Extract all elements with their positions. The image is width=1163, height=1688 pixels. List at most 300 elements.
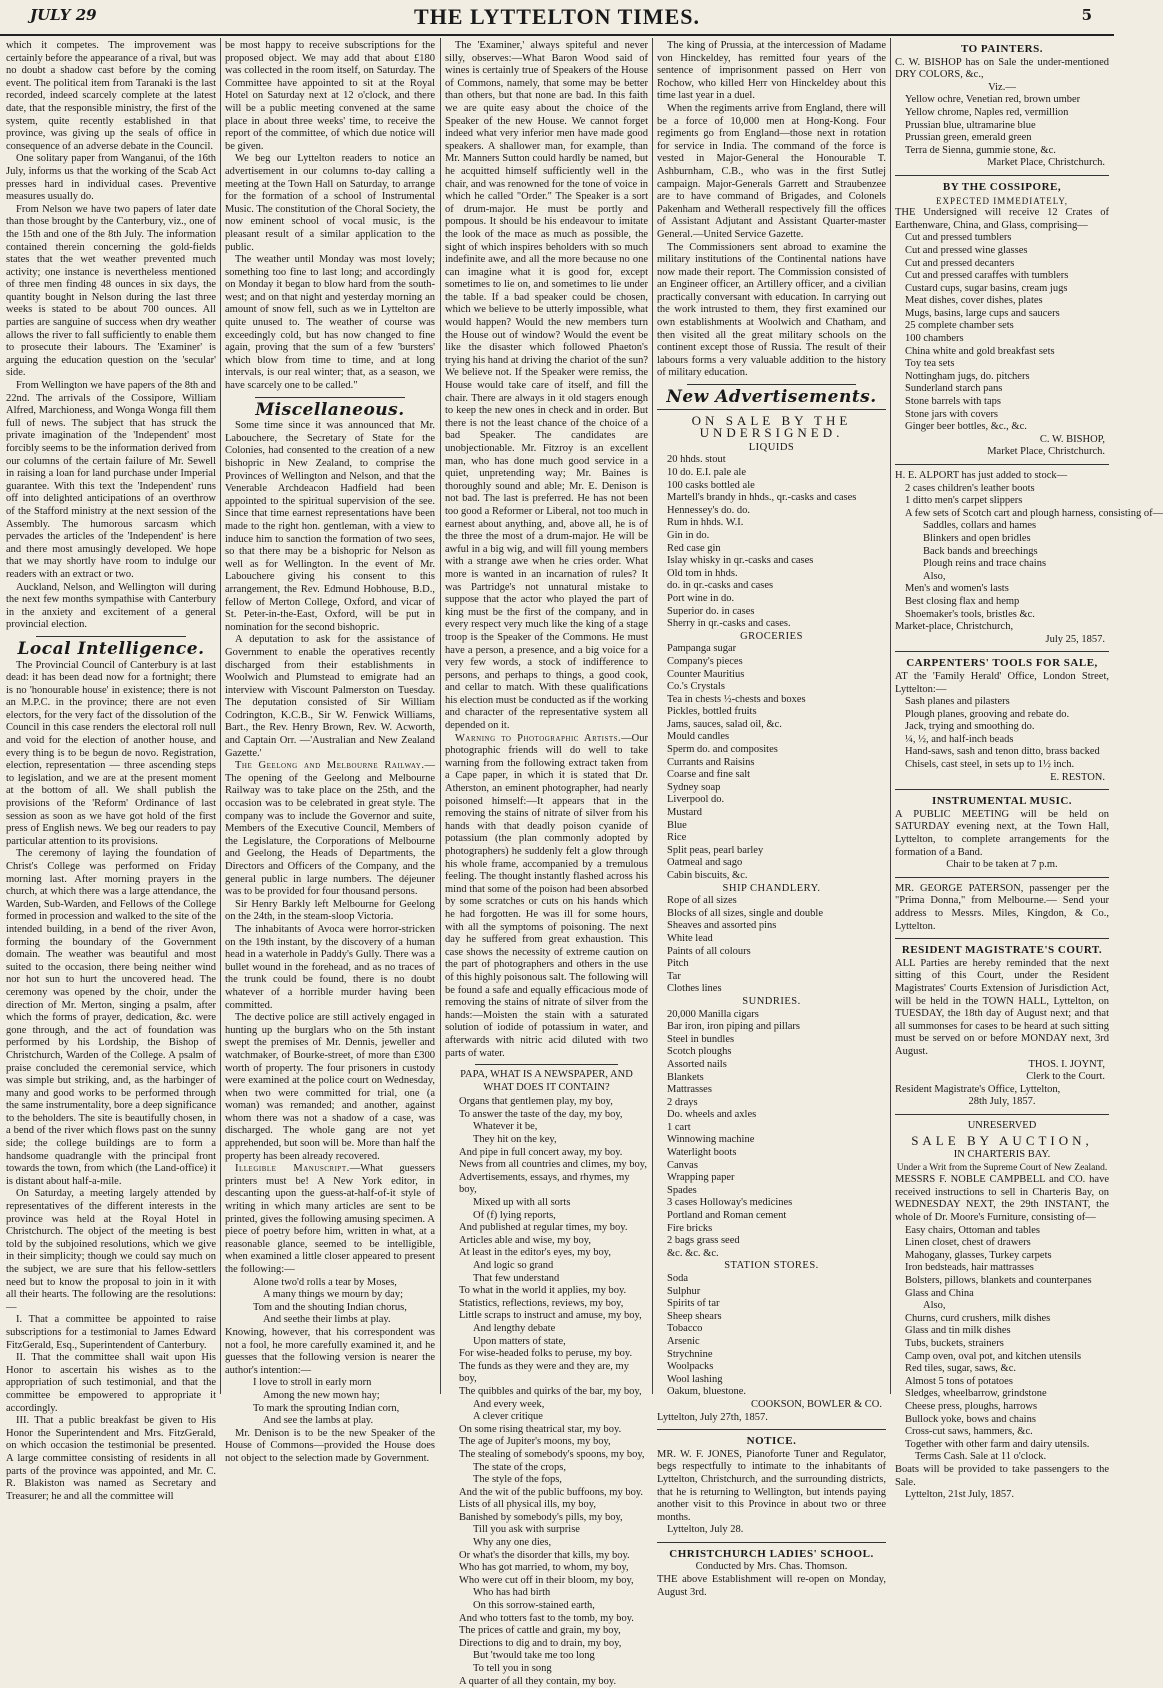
list-item: Wrapping paper [667, 1172, 735, 1184]
verse-line: News from all countries and climes, my boy, [459, 1159, 647, 1171]
verse-line: A many things we mourn by day; [263, 1289, 403, 1301]
list-item: Rum in hhds. W.I. [667, 517, 744, 529]
ad-date: Lyttelton, July 28. [667, 1524, 744, 1536]
list-item: Linen closet, chest of drawers [905, 1237, 1031, 1249]
verse-line: To mark the sprouting Indian corn, [253, 1402, 400, 1414]
verse-line: Banished by somebody's pills, my boy, [459, 1511, 623, 1523]
article-paragraph: From Wellington we have papers of the 8th and 22nd. The arrivals of the Cossipore, William Alfred, Marchioness, and Wonga Wonga fill them full of news. The subject that has struck the private imagination of the 'Independent' most forcibly seems to be the information derived from our columns of the certain failure of Mr. Sewell in raising a loan for land purchase under Imperial guarantee. With this text the 'Independent' runs off into delighted anticipations of an overthrow of the Stafford ministry at the next session of the Assembly. The humorous sarcasm which pervades the articles of the 'Independent' is here and there most amusingly developed. We hope that we may shortly have room to indulge our readers with an extract or two. [6, 380, 216, 580]
ad-text: AT the 'Family Herald' Office, London Street, Lyttelton:— [895, 670, 1109, 695]
list-item: Do. wheels and axles [667, 1109, 757, 1121]
list-item: Toy tea sets [905, 358, 955, 370]
divider [895, 651, 1109, 652]
list-item: Saddles, collars and hames [923, 520, 1037, 532]
list-item: Red tiles, sugar, saws, &c. [905, 1363, 1016, 1375]
list-item: Mustard [667, 807, 702, 819]
article-paragraph: We beg our Lyttelton readers to notice an advertisement in our columns to-day calling a meeting at the Town Hall on Saturday, to arrange for the formation of a school of Instrumental Music. The constitution of the Choral Society, the now eminent school of vocal music, is the pleasant result of a similar application to the public. [225, 153, 435, 253]
divider [657, 1542, 886, 1543]
list-item: 100 chambers [905, 333, 964, 345]
list-item: Co.'s Crystals [667, 681, 725, 693]
divider [36, 636, 186, 637]
item-list [657, 895, 886, 996]
list-item: Currants and Raisins [667, 756, 755, 768]
list-item: 2 drays [667, 1096, 698, 1108]
list-item: Cross-cut saws, hammers, &c. [905, 1426, 1033, 1438]
verse-line: Who were cut off in their bloom, my boy, [459, 1574, 634, 1586]
ad-heading: INSTRUMENTAL MUSIC. [931, 795, 1073, 808]
list-item: Paints of all colours [667, 945, 751, 957]
list-item: Tobacco [667, 1323, 703, 1335]
list-item: 1 cart [667, 1121, 691, 1133]
ad-preheading: UNRESERVED [967, 1119, 1037, 1131]
verse-line: They hit on the key, [473, 1134, 557, 1146]
divider [895, 877, 1109, 878]
list-item: Custard cups, sugar basins, cream jugs [905, 282, 1068, 294]
item-list [895, 482, 1163, 622]
list-item: Together with other farm and dairy utensils. [905, 1438, 1090, 1450]
verse-line: Directions to dig and to drain, my boy, [459, 1637, 622, 1649]
list-item: Bolsters, pillows, blankets and counterpanes [905, 1275, 1092, 1287]
list-item: Tea in chests ½-chests and boxes [667, 693, 806, 705]
verse-line: And pipe in full concert away, my boy. [459, 1146, 623, 1158]
ad-text: THE above Establishment will re-open on Monday, August 3rd. [657, 1574, 886, 1598]
divider [255, 397, 405, 398]
verse-line: On this sorrow-stained earth, [473, 1600, 595, 1612]
verse-block [445, 1096, 648, 1688]
list-item: Nottingham jugs, do. pitchers [905, 370, 1030, 382]
list-item: Churns, curd crushers, milk dishes [905, 1312, 1051, 1324]
ad-signature: Market Place, Christchurch. [987, 157, 1105, 169]
verse-line: The state of the crops, [473, 1461, 567, 1473]
list-item: Easy chairs, Ottoman and tables [905, 1224, 1041, 1236]
list-item: Rope of all sizes [667, 895, 737, 907]
verse-line: Lists of all physical ills, my boy, [459, 1499, 596, 1511]
verse-line: Organs that gentlemen play, my boy, [459, 1096, 613, 1108]
verse-line: The prices of cattle and grain, my boy, [459, 1625, 621, 1637]
ad-text: C. W. BISHOP has on Sale the under-mentioned DRY COLORS, &c., [895, 56, 1109, 81]
article-text: —The opening of the Geelong and Melbourne Railway was to take place on the 25th, and the occasion was to be celebrated in great style. The company was to include the Governor and suite, Members of the Executive Council, Members of the Legislature, the Corporations of Melbourne and Geelong, the Heads of Departments, the Directors and Officers of the Company, and the general public in large numbers. The déjeuner was to be provided for four thousand persons. [225, 760, 435, 898]
list-item: Mould candles [667, 731, 730, 743]
verse-line: Till you ask with surprise [473, 1524, 580, 1536]
ad-subheading: EXPECTED IMMEDIATELY, [936, 195, 1068, 206]
list-item: Wool lashing [667, 1373, 723, 1385]
list-item: China white and gold breakfast sets [905, 345, 1055, 357]
list-item: Cheese press, ploughs, harrows [905, 1400, 1038, 1412]
list-item: do. in qr.-casks and cases [667, 580, 774, 592]
ad-text: MR. GEORGE PATERSON, passenger per the "Prima Donna," from Melbourne.— Send your address to Messrs. Miles, Kingdon, & Co., Lyttelton. [895, 882, 1109, 932]
list-item: Sydney soap [667, 781, 721, 793]
list-item: Hand-saws, sash and tenon ditto, brass backed [905, 746, 1100, 758]
list-item: Waterlight boots [667, 1147, 737, 1159]
list-item: Camp oven, oval pot, and kitchen utensils [905, 1350, 1082, 1362]
category-heading: SUNDRIES. [742, 995, 801, 1007]
list-item: &c. &c. &c. [667, 1247, 719, 1259]
ad-heading: BY THE COSSIPORE, [942, 180, 1062, 193]
article-paragraph [445, 733, 648, 1060]
verse-line: I love to stroll in early morn [253, 1377, 372, 1389]
ad-date: Lyttelton, 21st July, 1857. [905, 1489, 1014, 1501]
article-paragraph: Sir Henry Barkly left Melbourne for Geelong on the 24th, in the steam-sloop Victoria. [225, 898, 435, 923]
verse-line: The stealing of somebody's spoons, my boy, [459, 1448, 645, 1460]
section-heading: New Advertisements. [666, 387, 877, 408]
list-item: Pampanga sugar [667, 643, 737, 655]
list-item: Glass and tin milk dishes [905, 1325, 1011, 1337]
verse-line: To what in the world it applies, my boy. [459, 1285, 627, 1297]
verse-line: Why any one dies, [473, 1537, 552, 1549]
article-paragraph: A deputation to ask for the assistance of Government to enable the operatives recently discharged from their establishments in Woolwich and Plumstead to emigrate had an interview with Viscount Palmerston on Tuesday. The deputation consisted of Sir William Codrington, K.C.B., Sir W. Fenwick Williams, Bart., the Rev. Henry Brown, Rev. W. Acworth, and Captain Orr. —'Australian and New Zealand Gazette.' [225, 634, 435, 759]
list-item: Islay whisky in qr.-casks and cases [667, 555, 814, 567]
verse-line: The style of the fops, [473, 1474, 562, 1486]
column-1 [6, 40, 216, 1502]
verse-line: Upon matters of state, [473, 1335, 566, 1347]
column-5 [895, 40, 1163, 1501]
list-item: Mattrasses [667, 1084, 712, 1096]
ad-text: Boats will be provided to take passengers to the Sale. [895, 1463, 1109, 1488]
ad-text: Chair to be taken at 7 p.m. [946, 859, 1058, 871]
column-rule [440, 38, 441, 1394]
list-item: 20 hhds. stout [667, 454, 726, 466]
article-paragraph: be most happy to receive subscriptions for the proposed object. We may add that about £180 was collected in the room itself, on Saturday. The Committee have appointed to sit at the Royal Hotel on Saturday next at 12 o'clock, and there will be a public meeting convened at the same place in about three weeks' time, to receive the report of the committee, of which due notice will be given. [225, 40, 435, 152]
verse-line: Articles able and wise, my boy, [459, 1234, 591, 1246]
list-item: Cut and pressed caraffes with tumblers [905, 270, 1069, 282]
ad-signature-title: Clerk to the Court. [1026, 1071, 1105, 1083]
article-paragraph: Knowing, however, that his correspondent was not a fool, he more carefully examined it, and he guesses that the following version is nearer the author's intention:— [225, 1326, 435, 1376]
article-paragraph: On Saturday, a meeting largely attended by representatives of the different interests in the province was held at the Royal Hotel in Christchurch. The object of the meeting is best told by the subjoined resolutions, which we give in their simplicity; though we could say much on the subject, we are sure that his fellow-settlers need but to know the proposal to join in it with all their hearts. The following are the resolutions:— [6, 1188, 216, 1313]
run-in-heading: The Geelong and Melbourne Railway. [235, 760, 425, 772]
list-item: Rice [667, 832, 687, 844]
verse-line: Of (f) lying reports, [473, 1209, 556, 1221]
verse-line: Among the new mown hay; [263, 1389, 380, 1401]
list-item: Prussian blue, ultramarine blue [905, 119, 1036, 131]
list-item: Stone barrels with taps [905, 396, 1001, 408]
list-item: 25 complete chamber sets [905, 320, 1014, 332]
list-item: Sherry in qr.-casks and cases. [667, 618, 791, 630]
verse-line: To answer the taste of the day, my boy, [459, 1108, 623, 1120]
verse-line: Little scraps to instruct and amuse, my boy, [459, 1310, 642, 1322]
ad-signature: COOKSON, BOWLER & CO. [751, 1398, 882, 1410]
list-item: Spirits of tar [667, 1298, 720, 1310]
list-item: Plough reins and trace chains [923, 558, 1047, 570]
category-heading: LIQUIDS [748, 441, 795, 453]
divider [895, 464, 1109, 465]
verse-line: The quibbles and quirks of the bar, my boy, [459, 1385, 642, 1397]
list-item: Pickles, bottled fruits [667, 706, 757, 718]
verse-line: To tell you in song [473, 1663, 552, 1674]
list-item: Plough planes, grooving and rebate do. [905, 708, 1070, 720]
list-item: Also, [923, 1300, 946, 1312]
item-list [895, 94, 1109, 157]
verse-block [225, 1277, 435, 1327]
verse-block [225, 1377, 435, 1427]
list-item: Glass and China [905, 1287, 974, 1299]
list-item: Jams, sauces, salad oil, &c. [667, 718, 782, 730]
article-text: —What guessers printers must be! A New York editor, in descanting upon the guess-at-half-of-it style of writing in which many articles are sent to be printed, gives the following amusing specimen. A piece of poetry before him, written in what, at a reasonable glance, seemed to be intelligible, when examined a little closer appeared to present the following:— [225, 1163, 435, 1275]
list-item: Sledges, wheelbarrow, grindstone [905, 1388, 1047, 1400]
list-item: Scotch ploughs [667, 1046, 732, 1058]
list-item: A few sets of Scotch cart and plough harness, consisting of— [905, 507, 1163, 519]
column-2 [225, 40, 435, 1464]
list-item: 10 do. E.I. pale ale [667, 467, 747, 478]
article-paragraph: Mr. Denison is to be the new Speaker of the House of Commons—provided the House does not object to the selection made by Government. [225, 1427, 435, 1464]
ad-heading: RESIDENT MAGISTRATE'S COURT. [901, 944, 1103, 957]
item-list [657, 643, 886, 882]
verse-line: For wise-headed folks to peruse, my boy. [459, 1348, 633, 1360]
list-item: Almost 5 tons of potatoes [905, 1375, 1013, 1387]
issue-date: JULY 29 [30, 6, 97, 24]
list-item: Coarse and fine salt [667, 769, 751, 781]
list-item: Blinkers and open bridles [923, 532, 1031, 544]
list-item: Arsenic [667, 1335, 700, 1347]
verse-line: Who has had birth [473, 1587, 551, 1599]
run-in-heading: Warning to Photographic Artists. [455, 732, 622, 744]
poem-title: PAPA, WHAT IS A NEWSPAPER, AND WHAT DOES IT CONTAIN? [460, 1069, 633, 1093]
verse-line: That few understand [473, 1272, 560, 1284]
list-item: Counter Mauritius [667, 668, 745, 680]
list-item: Terra de Sienna, gummie stone, &c. [905, 144, 1056, 156]
ad-signature: E. RESTON. [1050, 771, 1105, 783]
list-item: 2 cases children's leather boots [905, 482, 1035, 494]
list-item: Sulphur [667, 1285, 701, 1297]
column-rule [890, 38, 891, 1394]
verse-line: At least in the editor's eyes, my boy, [459, 1247, 611, 1259]
verse-line: And lengthy debate [473, 1322, 556, 1334]
list-item: ¼, ½, and half-inch beads [905, 733, 1014, 745]
article-paragraph: One solitary paper from Wanganui, of the 16th July, informs us that the working of the Scab Act presses hard in individual cases. Preventive measures usually do. [6, 153, 216, 203]
column-3 [445, 40, 648, 1687]
list-item: Blue [667, 819, 687, 831]
list-item: Clothes lines [667, 983, 722, 995]
article-paragraph: The weather until Monday was most lovely; something too fine to last long; and accordingly on Monday it began to blow hard from the south-west; and on that night and yesterday morning an amount of snow fell, such as we in Lyttelton are quite unused to. The weather of course was exceedingly cold, but has now changed to fine again, proving that the sum of a few 'bursters' which blow from time to time, and at long intervals, is our real winter; that, as a season, we have scarcely one to be called." [225, 254, 435, 392]
list-item: Meat dishes, cover dishes, plates [905, 295, 1043, 307]
list-item: Liverpool do. [667, 794, 725, 806]
column-rule [220, 38, 221, 1394]
article-paragraph: The Commissioners sent abroad to examine the military institutions of the Continental nations have now made their report. The Commission consisted of an Engineer officer, an Artillery officer, and a civilian practically conversant with education. In carrying out the work intrusted to them, they first examined our own establishments at Woolwich and Chatham, and then visited all the great military schools on the continent except those of Russia. The result of their labours forms a very valuable addition to the history of military education. [657, 241, 886, 379]
list-item: Shoemaker's tools, bristles &c. [905, 608, 1035, 620]
verse-line: Advertisements, essays, and rhymes, my boy, [459, 1171, 630, 1196]
resolution: I. That a committee be appointed to raise subscriptions for a testimonial to James Edward FitzGerald, Esq., Superintendent of Canterbury. [6, 1314, 216, 1351]
category-heading: SHIP CHANDLERY. [722, 882, 821, 894]
list-item: Company's pieces [667, 655, 743, 667]
list-item: Cabin biscuits, &c. [667, 870, 748, 881]
list-item: Back bands and breechings [923, 545, 1038, 557]
ad-heading: IN CHARTERIS BAY. [953, 1149, 1051, 1161]
ad-text: Viz.— [988, 81, 1016, 93]
list-item: Jack, trying and smoothing do. [905, 721, 1035, 733]
ad-address: Market-place, Christchurch, [895, 621, 1014, 633]
verse-line: A clever critique [473, 1411, 543, 1423]
list-item: Soda [667, 1273, 688, 1284]
masthead [0, 0, 1114, 36]
list-item: Hennessey's do. do. [667, 504, 750, 516]
ad-date: 28th July, 1857. [968, 1096, 1036, 1108]
divider [895, 938, 1109, 939]
list-item: Cut and pressed decanters [905, 257, 1015, 269]
list-item: White lead [667, 932, 713, 944]
list-item: Yellow ochre, Venetian red, brown umber [905, 94, 1081, 106]
list-item: Bullock yoke, bows and chains [905, 1413, 1036, 1425]
ad-text: MR. W. F. JONES, Pianoforte Tuner and Regulator, begs respectfully to intimate to the inhabitants of Lyttelton, Christchurch, and the surrounding districts, that he is returning to Wellington, but intends paying another visit to this Province in about two or three months. [657, 1448, 886, 1523]
article-paragraph: When the regiments arrive from England, there will be a force of 10,000 men at Hong-Kong. Four regiments go from England—those next in rotation for service in India. The command of the force is vested in Major-General the Honourable T. Ashburnham, C.B., who was in the first Sutlej campaign. Major-Generals Garrett and Straubenzee are to have command of Brigades, and Colonels Pakenham and Wetherall respectively fill the offices of Assistant Adjutant and Assistant Quarter-master General.—United Service Gazette. [657, 102, 886, 240]
list-item: Mahogany, glasses, Turkey carpets [905, 1249, 1052, 1261]
section-heading: Miscellaneous. [255, 399, 405, 420]
article-paragraph: which it competes. The improvement was certainly before the appearance of a rival, but was no doubt a shadow cast before by the coming event. The political item from Taranaki is the last recorded, indeed scarcely complete at the latest date, that the responsible ministry, the first of the system, quite recently established in that province, was giving up the seals of office in consequence of an adverse debate in the Council. [6, 40, 216, 152]
article-paragraph [225, 760, 435, 899]
list-item: Fire bricks [667, 1222, 713, 1234]
divider [657, 409, 886, 410]
ad-address: Resident Magistrate's Office, Lyttelton, [895, 1083, 1061, 1095]
ad-address: Market Place, Christchurch. [987, 446, 1105, 458]
article-paragraph: The king of Prussia, at the intercession of Madame von Hinckeldey, has remitted four years of the sentence of imprisonment passed on Herr von Rochow, who killed Herr von Hinckeldey about this time last year in a duel. [657, 40, 886, 102]
list-item: Sperm do. and composites [667, 744, 778, 756]
list-item: Gin in do. [667, 529, 710, 541]
list-item: Oatmeal and sago [667, 857, 743, 869]
ad-subheading: Under a Writ from the Supreme Court of New Zealand. [896, 1162, 1108, 1173]
ad-heading: TO PAINTERS. [960, 43, 1043, 55]
item-list [895, 1225, 1109, 1452]
verse-line: And the wit of the public buffoons, my boy. [459, 1486, 644, 1498]
list-item: 100 casks bottled ale [667, 479, 755, 491]
item-list [657, 1273, 886, 1399]
ad-signature: THOS. I. JOYNT, [1028, 1058, 1105, 1070]
list-item: Strychnine [667, 1348, 713, 1360]
list-item: Cut and pressed tumblers [905, 232, 1012, 244]
verse-line: Statistics, reflections, reviews, my boy, [459, 1297, 624, 1309]
article-paragraph: The dective police are still actively engaged in hunting up the burglars who on the 5th instant swept the premises of Mr. Dennis, jeweller and watchmaker, of Bourke-street, of more than £300 worth of property. The four prisoners in custody were examined at the police court on Wednesday, when two were committed for trial, one (a woman) was remanded; and another, against whom there was not a shadow of a case, was discharged. The whole gang are not yet apprehended, but soon will be. More than half the property has been already recovered. [225, 1012, 435, 1162]
verse-line: And see the lambs at play. [263, 1415, 374, 1427]
ad-text: MESSRS F. NOBLE CAMPBELL and CO. have received instructions to sell in Charteris Bay, on WEDNESDAY NEXT, the 29th INSTANT, the whole of Dr. Moore's Furniture, consisting of— [895, 1174, 1109, 1224]
article-text: —Our photographic friends will do well to take warning from the following extract taken from a Cape paper, in which it is stated that Dr. Atherston, an eminent photographer, had nearly poisoned himself:—It appears that in the removing the stains of nitrate of silver from his hands with that deadly poison cyanide of potassium (the plan commonly adopted by photographers) he suddenly felt a glow through his whole frame, accompanied by a tremulous feeling. The thought instantly flashed across his mind that some of the poison had been absorbed by some scratches or cuts on his hands which he had forgotten. He was ill for some hours, with all the symptoms of poisoning. The next day he suffered from great exhaustion. This case shows the necessity of extreme caution on the part of photographers and others in the use of this highly poisonous salt. The following will be found a safe and equally efficacious mode of removing the stains of nitrate of silver from the hands:—Moisten the stain with a saturated solution of iodide of potassium in water, and afterwards with nitric acid diluted with two parts of water. [445, 732, 648, 1059]
ad-heading: NOTICE. [746, 1435, 797, 1448]
list-item: Blocks of all sizes, single and double [667, 907, 824, 919]
newspaper-title: THE LYTTELTON TIMES. [414, 4, 700, 29]
list-item: Sheep shears [667, 1310, 722, 1322]
divider [895, 1114, 1109, 1115]
page-number: 5 [1081, 6, 1092, 24]
verse-line: Tom and the shouting Indian chorus, [253, 1301, 407, 1313]
list-item: Bar iron, iron piping and pillars [667, 1021, 800, 1033]
verse-line: And published at regular times, my boy. [459, 1222, 628, 1234]
verse-line: On some rising theatrical star, my boy. [459, 1423, 622, 1435]
ad-date: July 25, 1857. [1045, 633, 1105, 645]
list-item: Sheaves and assorted pins [667, 920, 777, 932]
list-item: Port wine in do. [667, 592, 735, 604]
divider [475, 1064, 618, 1065]
ad-heading: ON SALE BY THE UNDERSIGNED. [691, 412, 852, 441]
list-item: Blankets [667, 1071, 704, 1083]
list-item: Oakum, bluestone. [667, 1386, 747, 1398]
column-4 [657, 40, 886, 1598]
divider [687, 384, 856, 385]
list-item: Yellow chrome, Naples red, vermillion [905, 106, 1069, 118]
ad-text: THE Undersigned will receive 12 Crates of Earthenware, China, and Glass, comprising— [895, 207, 1109, 231]
verse-line: And who totters fast to the tomb, my boy. [459, 1612, 634, 1624]
list-item: Best closing flax and hemp [905, 595, 1020, 607]
list-item: Winnowing machine [667, 1134, 755, 1146]
list-item: Split peas, pearl barley [667, 844, 764, 856]
verse-line: The age of Jupiter's moons, my boy, [459, 1436, 611, 1448]
ad-text: H. E. ALPORT has just added to stock— [895, 470, 1068, 481]
verse-line: Alone two'd rolls a tear by Moses, [253, 1276, 397, 1288]
list-item: Assorted nails [667, 1058, 727, 1070]
item-list [895, 696, 1109, 772]
run-in-heading: Illegible Manuscript. [235, 1163, 350, 1175]
verse-line: And every week, [473, 1398, 545, 1410]
list-item: Stone jars with covers [905, 408, 999, 420]
list-item: Tar [667, 970, 681, 982]
list-item: Pitch [667, 958, 689, 970]
list-item: Portland and Roman cement [667, 1210, 787, 1222]
ad-heading: SALE BY AUCTION, [911, 1132, 1093, 1148]
list-item: Canvas [667, 1159, 698, 1171]
list-item: Iron bedsteads, hair mattrasses [905, 1262, 1034, 1274]
article-paragraph: From Nelson we have two papers of later date than those brought by the Canterbury, viz., one of the 15th and one of the 8th July. The information contained therein concerning the gold-fields states that the wet weather prevented much activity; one instance is nevertheless mentioned of three men finding 48 ounces in six days, the quantity bought in Nelson during the last three weeks is stated to be about 700 ounces. All parties are sanguine of success when dry weather allows the river to fall sufficiently to enable them to prosecute their labours. The 'Examiner' is arguing the education question on the 'secular' side. [6, 203, 216, 379]
list-item: Steel in bundles [667, 1033, 735, 1045]
ad-text: ALL Parties are hereby reminded that the next sitting of this Court, under the Resident Magistrates' Courts Extension of Jurisdiction Act, will be held in the TOWN HALL, Lyttelton, on TUESDAY, the 18th day of August next; and that all summonses for cases to be heard at such sitting must be served on or before MONDAY next, 3rd August. [895, 957, 1109, 1057]
column-rule [652, 38, 653, 1394]
list-item: 3 cases Holloway's medicines [667, 1197, 793, 1209]
ad-signature: C. W. BISHOP, [1039, 433, 1105, 445]
list-item: Martell's brandy in hhds., qr.-casks and cases [667, 492, 857, 504]
item-list [657, 454, 886, 630]
list-item: Sash planes and pilasters [905, 696, 1010, 708]
list-item: Tubs, buckets, strainers [905, 1338, 1004, 1349]
article-paragraph: The 'Examiner,' always spiteful and never silly, observes:—What Baron Wood said of wines is certainly true of Speakers of the House of Commons, namely, that some may be better than others, but that none are bad. In this faith we are quite easy about the choice of the Speaker of the new House. We cannot forget indeed what very inferior men have made good speakers. A shallower man, for example, than Mr. Manners Sutton could hardly be named, but he acquitted himself sufficiently well in the chair, and was renowned for the tone of voice in which he called "Order." The Speaker is a sort of drum-major. He must be portly and pompous. It should be his endeavour to imitate the look of the mace as much as possible, the sight of which inspires beholders with so much indefinite awe, and all the more because no one can imagine what it is good for, except sometimes to lie on, and sometimes to lie under the table. If a bad speaker could be chosen, which we believe to be utterly impossible, what would happen? Would the new members turn the House out of window? Would the event be like the disaster which followed Phaeton's trying his hand at driving the chariot of the sun? We believe not. If the Speaker were remiss, the House would take care of itself, and fill the chair. There are always in it old stagers enough to keep the new ones in check and in order. But there is not the least chance of the choice of a bad Speaker. The candidates are unobjectionable. Mr. Fitzroy is an excellent man, who has done much good service in a quiet, unpretending way; Mr. Baines is thoroughly sound and able; Mr. E. Denison is not bad. The last is preferred. He has not been too good a Reformer or Liberal, not too much in earnest about anything, and, above all, he is of the three the most of a drum-major. He will be awful in a big wig, and will fill young members with a strange awe when he cries order. What more is wanted in an incarnation of rules? It was Partridge's not unnatural mistake to suppose that the actor who played the part of king must be the first of the company, and in every respect very much like the king of a stage troop is the Speaker of the Commons. He must have a person, a presence, and a big voice for a very few words, a stock of indifference to persons, and perhaps to things, a good cook, and cellar to match. With these qualifications his election must be conducted as if the working and character of the representative system all depended on it. [445, 40, 648, 732]
list-item: Ginger beer bottles, &c., &c. [905, 421, 1027, 433]
list-item: Woolpacks [667, 1361, 714, 1373]
ad-date: Lyttelton, July 27th, 1857. [657, 1411, 768, 1423]
ad-terms: Terms Cash. Sale at 11 o'clock. [915, 1451, 1047, 1463]
verse-line: Or what's the disorder that kills, my boy. [459, 1549, 630, 1561]
divider [895, 789, 1109, 790]
category-heading: GROCERIES [740, 630, 803, 642]
list-item: Old tom in hhds. [667, 567, 738, 579]
verse-line: A quarter of all they contain, my boy. [459, 1675, 617, 1687]
divider [657, 1429, 886, 1430]
resolution: III. That a public breakfast be given to His Honor the Superintendent and Mrs. FitzGerald, on which occasion the testimonial be presented. A large committee consisting of residents in all parts of the province was appointed, and Mr. C. R. Blakiston was named as Secretary and Treasurer; he and all the committee will [6, 1415, 216, 1502]
ad-text: A PUBLIC MEETING will be held on SATURDAY evening next, at the Town Hall, Lyttelton, to complete arrangements for the formation of a Band. [895, 808, 1109, 858]
verse-line: And logic so grand [473, 1260, 554, 1271]
article-paragraph: Some time since it was announced that Mr. Labouchere, the Secretary of State for the Colonies, had consented to the creation of a new bishopric in New Zealand, to comprise the Provinces of Wellington and Nelson, and that the Venerable Archdeacon Hadfield had been appointed to the spiritual supervision of the see. Since that time earnest representations have been made to the right hon. gentleman, with a view to induce him to sanction the formation of two sees, so that there may be a bishopric for Nelson as well as for Wellington. In the event of Mr. Labouchere giving his consent to this arrangement, the Rev. Edmund Hobhouse, B.D., fellow of Merton College, Oxford, and vicar of St. Peter-in-the-East, Oxford, will be put in nomination for the second bishopric. [225, 420, 435, 633]
list-item: Also, [923, 570, 946, 582]
verse-line: Who has got married, to whom, my boy, [459, 1562, 629, 1574]
verse-line: And seethe their limbs at play. [263, 1314, 391, 1326]
verse-line: The funds as they were and they are, my boy, [459, 1360, 629, 1385]
list-item: Cut and pressed wine glasses [905, 244, 1028, 256]
item-list [657, 1009, 886, 1261]
list-item: Mugs, basins, large cups and saucers [905, 307, 1060, 319]
article-paragraph: The inhabitants of Avoca were horror-stricken on the 19th instant, by the discovery of a human head in a waterhole in Paddy's Gully. There was a bullet wound in the forehead, and as no traces of the trunk could be found, there is no doubt whatever of a horrible murder having been committed. [225, 923, 435, 1011]
resolution: II. That the committee shall wait upon His Honor to ascertain his wishes as to the appropriation of such testimonial, and that the committee be empowered to appropriate it accordingly. [6, 1352, 216, 1414]
item-list [895, 232, 1109, 434]
verse-line: Whatever it be, [473, 1121, 538, 1133]
ad-subheading: Conducted by Mrs. Chas. Thomson. [695, 1561, 848, 1573]
list-item: Men's and women's lasts [905, 583, 1009, 595]
ad-heading: CARPENTERS' TOOLS FOR SALE, [906, 657, 1098, 670]
list-item: Prussian green, emerald green [905, 132, 1032, 144]
verse-line: Mixed up with all sorts [473, 1197, 571, 1209]
article-paragraph: Auckland, Nelson, and Wellington will during the next few months sympathise with Canterbury in the anxiety and excitement of a general provincial election. [6, 581, 216, 631]
article-paragraph: The ceremony of laying the foundation of Christ's College was performed on Friday morning last. After morning prayers in the church, at which there was a large attendance, the Warden, Sub-Warden, and Fellows of the College formed in procession and walked to the site of the intended building, in a bend of the river Avon, forming the boundary of the Government domain. The weather was beautiful and most suited to the occasion, there being neither wind nor hot sun to hurt the uncovered head. The ceremony was opened by the choir, under the direction of Mr. Merton, singing a psalm, after which the forms of prayer, dedication, &c. were gone through, and the act of foundation was performed by his Lordship, the Bishop of Christchurch, Warden of the College. A psalm of praise concluded the ceremonial service, which was simple but striking, and, as the harbinger of many and good works to be performed through the same instrumentality, bore a deep significance to the beholders. The site is beautifully chosen, in a bend of the river which flows past on the sunny side; the college buildings are to form a handsome quadrangle with the principal front towards the town, from which (the Land-office) it is distant about half-a-mile. [6, 848, 216, 1187]
list-item: Superior do. in cases [667, 605, 755, 617]
list-item: 20,000 Manilla cigars [667, 1008, 759, 1020]
list-item: Chisels, cast steel, in sets up to 1½ inch. [905, 759, 1075, 771]
section-heading: Local Intelligence. [17, 638, 205, 659]
list-item: 1 ditto men's carpet slippers [905, 495, 1023, 507]
divider [895, 175, 1109, 176]
article-paragraph: The Provincial Council of Canterbury is at last dead: it has been dead now for a fortnight; there is no 'honourable house' in existence; there is not an M.P.C. in the province; there are not even electors, for the very fact of the dissolution of the Council in this case renders the electoral roll null and void for the election of another house, and every thing is to be begun de novo. Registration, election, representation — three ascending steps to legislation, and we are at the present moment at the bottom of all. We shall publish the provisions of the 'Reform' Ordinance of last session as soon as we have got hold of the first press of English news. We beg our readers to pay particular attention to its provisions. [6, 659, 216, 847]
verse-line: But 'twould take me too long [473, 1650, 595, 1662]
ad-heading: CHRISTCHURCH LADIES' SCHOOL. [669, 1547, 874, 1560]
list-item: Red case gin [667, 542, 721, 554]
